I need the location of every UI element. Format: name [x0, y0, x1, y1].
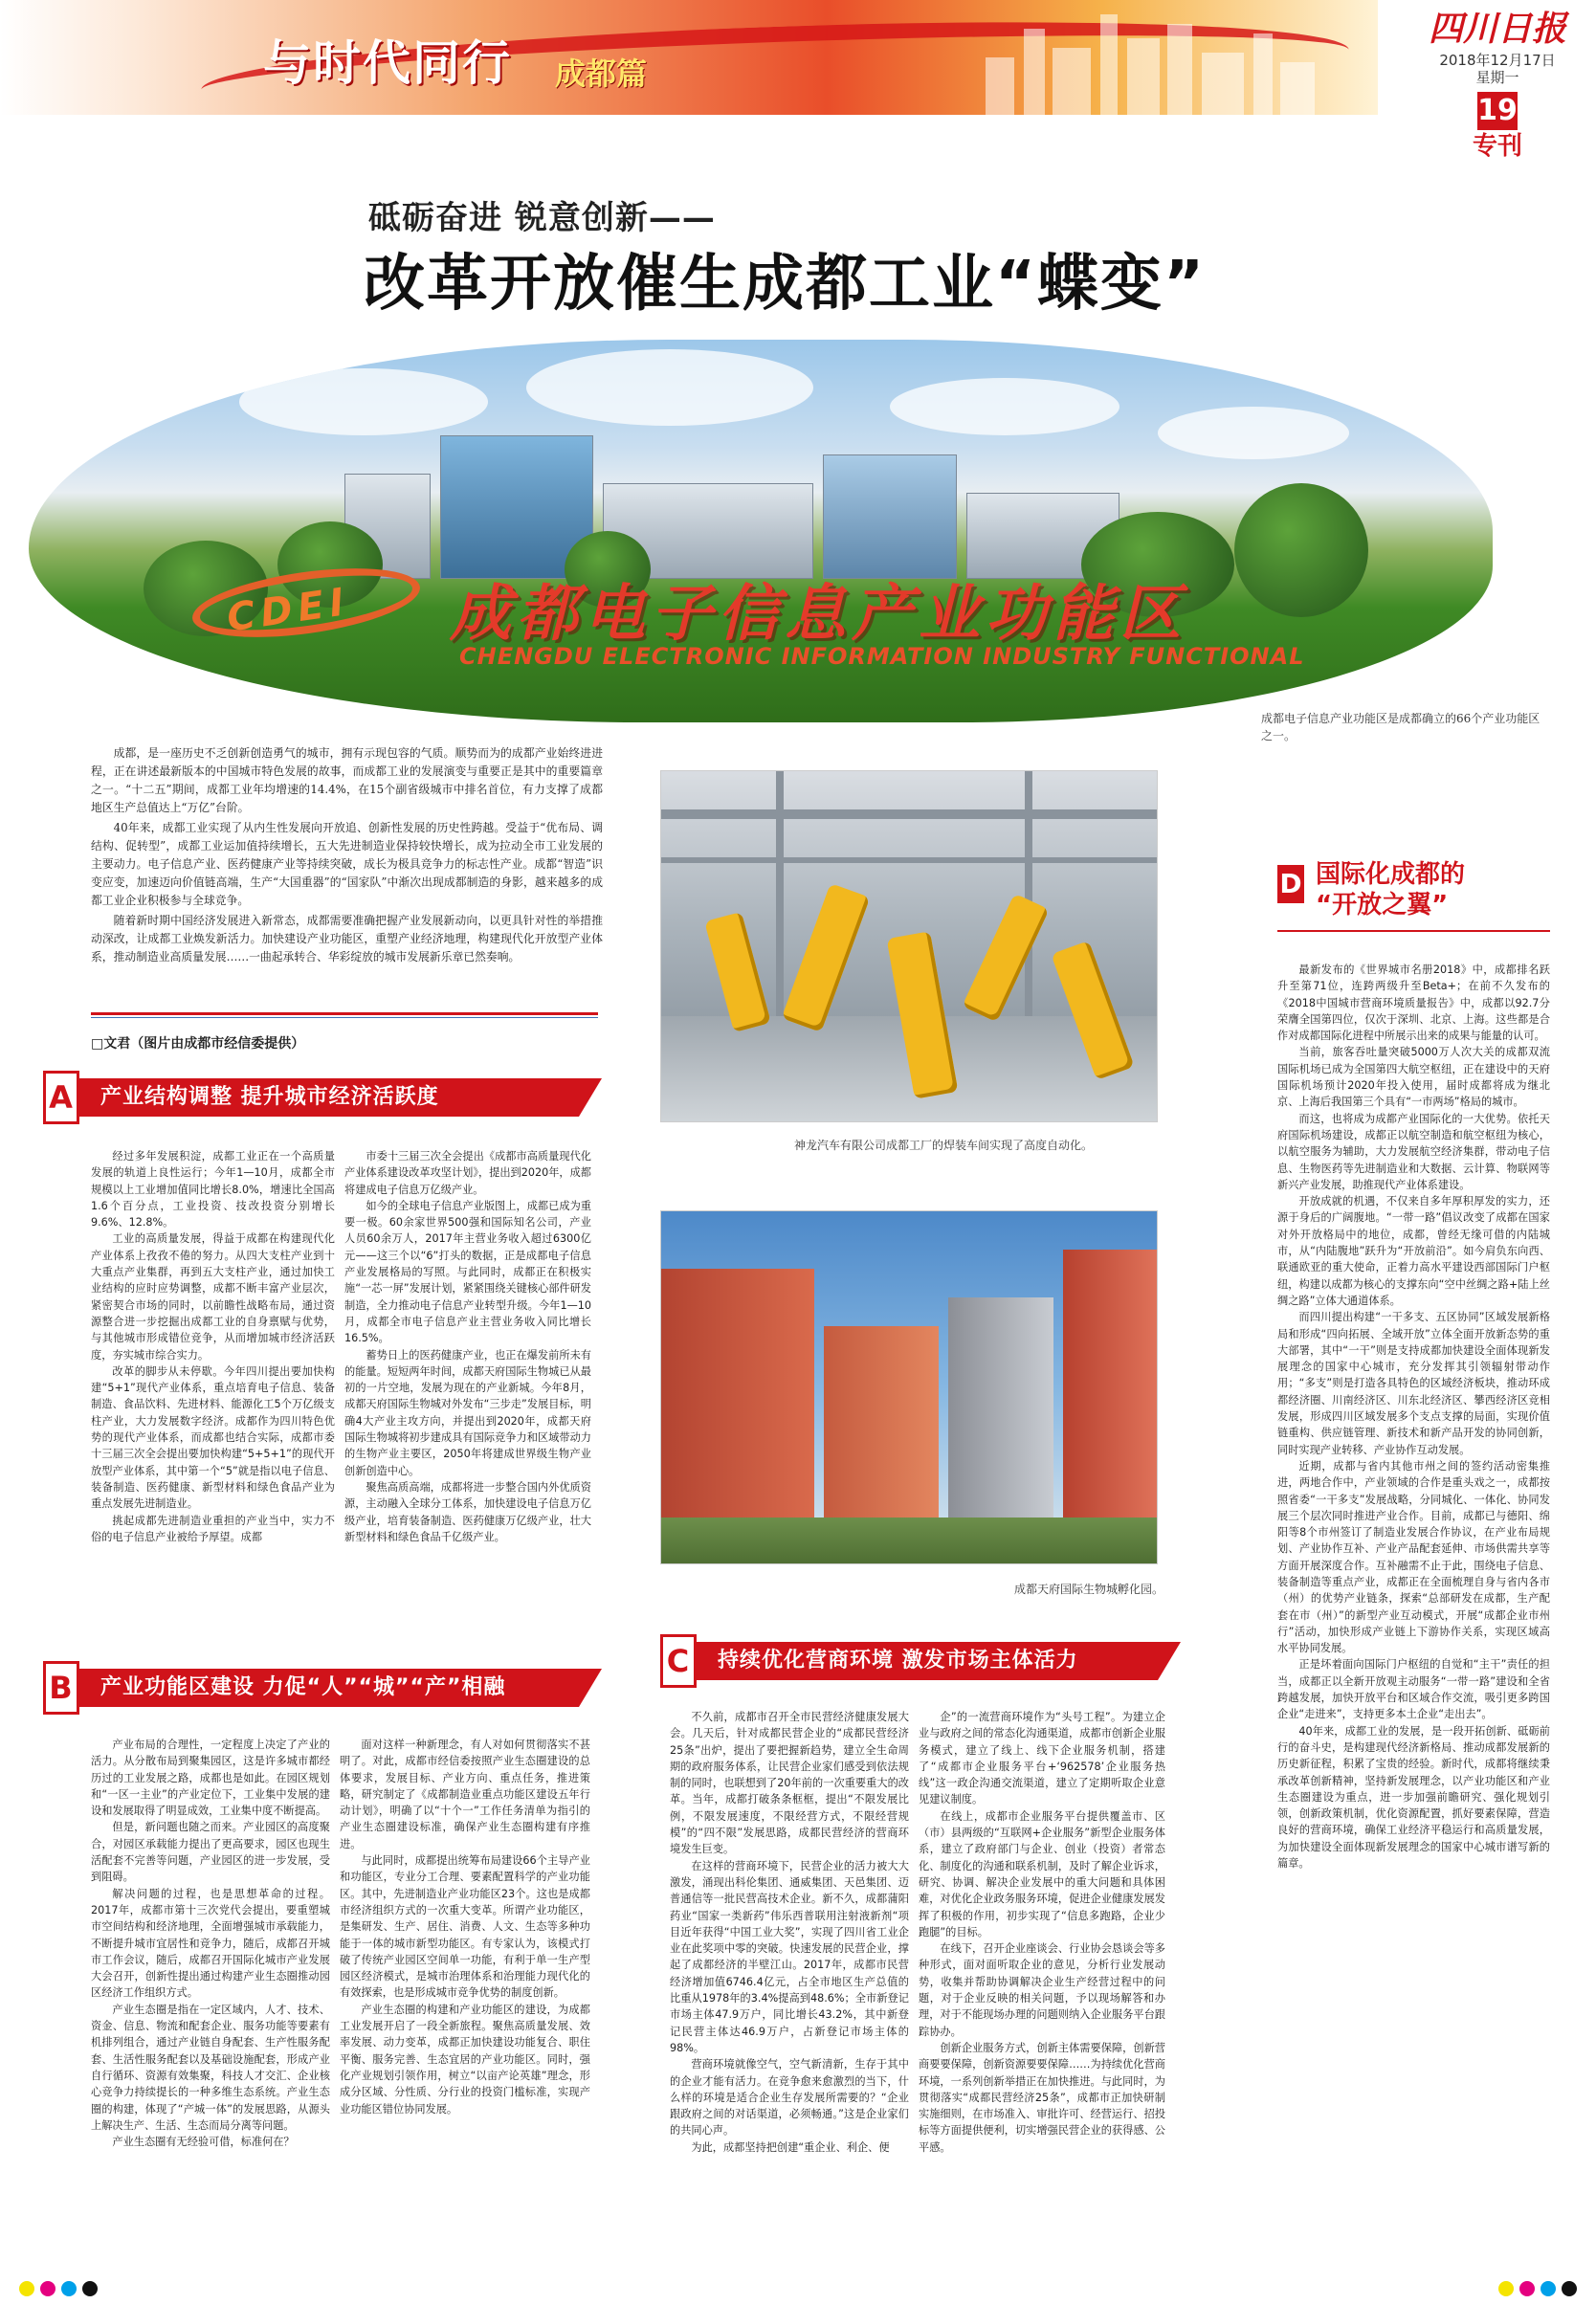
paragraph: 改革的脚步从未停歇。今年四川提出要加快构建“5+1”现代产业体系，重点培育电子信息、装备制造、食品饮料、先进材料、能源化工5个万亿级支柱产业，大力发展数字经济。成都作为四川特色优势的现代产业体系，而成都也结合实际，成都市委十三届三次全会提出要加快构建“5+5+1”的现代开放型产业体系，其中第一个“5”就是指以电子信息、装备制造、医药健康、新型材料和绿色食品产业为重点发展先进制造业。	[91, 1364, 335, 1511]
divider	[1277, 930, 1550, 932]
paragraph: 产业布局的合理性，一定程度上决定了产业的活力。从分散布局到聚集园区，这是许多城市都经历过的工业发展之路，成都也是如此。在园区规划和“一区一主业”的产业定位下，工业集中发展的建设和发展取得了明显成效，工业集中度不断提高。	[91, 1739, 330, 1818]
paragraph: 不久前，成都市召开全市民营经济健康发展大会。几天后，针对成都民营企业的“成都民营经济25条”出炉，提出了要把握新趋势，建立全生命周期的政府服务体系，让民营企业家们感受到依法规制的同时，也联想到了20年前的一次重要重大的改革。当年，成都打破条条框框，提出“不限发展比例，不限发展速度，不限经营方式，不限经营规模”的“四不限”发展思路，成都民营经济的营商环境发生巨变。	[670, 1711, 909, 1856]
hero-sign-text: 成都电子信息产业功能区	[450, 579, 1186, 650]
page-number: 19	[1477, 92, 1518, 130]
paragraph: 而这，也将成为成都产业国际化的一大优势。依托天府国际机场建设，成都正以航空制造和航空枢纽为核心，以航空服务为辅助，大力发展航空经济集群，带动电子信息、生物医药等先进制造业和大数据、云计算、物联网等新兴产业发展，助推现代产业体系建设。	[1277, 1112, 1550, 1191]
paragraph: 为此，成都坚持把创建“重企业、利企、便	[691, 2140, 890, 2154]
paragraph: 与此同时，成都提出统筹布局建设66个主导产业和功能区，专业分工合理、要素配置科学的产业功能区。其中，先进制造业产业功能区23个。这也是成都市经济组织方式的一次重大变革。所谓产业功能区，是集研发、生产、居住、消费、人文、生态等多种功能于一体的城市新型功能区。有专家认为，该模式打破了传统产业园区空间单一功能，有利于单一生产型园区经济模式，是城市治理体系和治理能力现代化的有效探索，也是形成城市竞争优势的制度创新。	[340, 1854, 590, 2000]
issue-date: 2018年12月17日	[1439, 52, 1556, 69]
newspaper-logo: 四川日报	[1428, 9, 1566, 49]
headline-kicker: 砥砺奋进 锐意创新——	[368, 199, 716, 237]
print-registration-marks	[19, 2281, 98, 2296]
paragraph: 产业生态圈的构建和产业功能区的建设，为成都工业发展开启了一段全新旅程。聚焦高质量发展、效率发展、动力变革，成都正加快建设功能复合、职住平衡、服务完善、生态宜居的产业功能区。同时，强化产业规划引领作用，树立“以亩产论英雄”理念，形成分区域、分性质、分行业的投资门槛标准，实现产业功能区错位协同发展。	[340, 2003, 590, 2116]
paragraph: 40年来，成都工业的发展，是一段开拓创新、砥砺前行的奋斗史，是构建现代经济新格局、推动成都发展新的历史新征程，积累了宝贵的经验。新时代，成都将继续秉承改革创新精神，坚持新发展理念，以产业功能区和产业生态圈建设为重点，进一步加强前瞻研究、强化规划引领，创新政策机制，优化资源配置，抓好要素保障，营造良好的营商环境，确保工业经济平稳运行和高质量发展，为加快建设全面体现新发展理念的国家中心城市谱写新的篇章。	[1277, 1724, 1550, 1871]
paragraph: 工业的高质量发展，得益于成都在构建现代化产业体系上孜孜不倦的努力。从四大支柱产业到十大重点产业集群，再到五大支柱产业，通过加快工业结构的应时应势调整，成都不断丰富产业层次，紧密契合市场的同时，以前瞻性战略布局，通过资源整合进一步挖掘出成都工业的自身禀赋与优势，与其他城市形成错位竞争，从而增加城市经济活跃度，夯实城市综合实力。	[91, 1232, 335, 1362]
hero-sign-english: CHENGDU ELECTRONIC INFORMATION INDUSTRY FUNCTIONAL	[459, 643, 1305, 670]
section-title-line: 国际化成都的	[1316, 860, 1466, 889]
print-registration-marks	[1498, 2281, 1577, 2296]
section-b-column-1	[91, 1737, 330, 2272]
byline: □文君（图片由成都市经信委提供）	[91, 1036, 305, 1052]
intro-text	[91, 744, 603, 968]
paragraph: 在这样的营商环境下，民营企业的活力被大大激发，涌现出科伦集团、通威集团、天邑集团、迈普通信等一批民营高技术企业。新不久，成都蒲阳药业“国家一类新药”伟乐西普联用注射液新剂“项目近年获得“中国工业大奖”，实现了四川省工业企业在此奖项中零的突破。快速发展的民营企业，撑起了成都经济的半壁江山。2017年，成都市民营经济增加值6746.4亿元，占全市地区生产总值的比重从1978年的3.4%提高到48.6%；全市新登记市场主体47.9万户，同比增长43.2%，其中新登记民营主体达46.9万户，占新登记市场主体的98%。	[670, 1859, 909, 2054]
section-c-column-2	[919, 1709, 1165, 2273]
intro-paragraph: 随着新时期中国经济发展进入新常态，成都需要准确把握产业发展新动向，以更具针对性的举措推动深改，让成都工业焕发新活力。加快建设产业功能区，重塑产业经济地理，构建现代化开放型产业体系，推动制造业高质量发展……一曲起承转合、华彩绽放的城市发展新乐章已然奏响。	[91, 914, 603, 964]
paragraph: 而四川提出构建“一干多支、五区协同”区域发展新格局和形成“四向拓展、全域开放”立体全面开放新态势的重大部署，其中“一干”则是支持成都加快建设全面体现新发展理念的国家中心城市，充分发挥其引领辐射带动作用；“多支”则是打造各具特色的区域经济板块，推动环成都经济圈、川南经济区、川东北经济区、攀西经济区竞相发展，形成四川区域发展多个支点支撑的局面，实现价值链重构、供应链管理、新技术和新产品开发的协同创新，同时实现产业转移、产业协作互动发展。	[1277, 1311, 1550, 1456]
paragraph: 营商环境就像空气，空气新清新，生存于其中的企业才能有活力。在竞争愈来愈激烈的当下，什么样的环境是适合企业生存发展所需要的？“企业跟政府之间的对话渠道，必须畅通。”这是企业家们的共同心声。	[670, 2058, 909, 2138]
series-subtitle: 成都篇	[555, 55, 648, 92]
paragraph: 近期，成都与省内其他市州之间的签约活动密集推进，两地合作中，产业领域的合作是重头戏之一，成都按照省委“一干多支”发展战略，分同城化、一体化、协同发展三个层次同时推进产业合作。目前，成都已与德阳、绵阳等8个市州签订了制造业发展合作协议，在产业布局规划、产业协作互补、产业产品配套延伸、市场供需共享等方面开展深度合作。互补融需不止于此，围绕电子信息、装备制造等重点产业，成都正在全面梳理自身与省内各市（州）的优势产业链条，探索“总部研发在成都，生产配套在市（州）”的新型产业互动模式，开展“成都企业市州行”活动，加快形成产业链上下游协作关系，实现区域高水平协同发展。	[1277, 1459, 1550, 1655]
paragraph: 市委十三届三次全会提出《成都市高质量现代化产业体系建设改革攻坚计划》，提出到2020年，成都将建成电子信息万亿级产业。	[344, 1150, 591, 1196]
section-a-header	[43, 1078, 579, 1117]
series-title: 与时代同行	[263, 35, 512, 91]
paragraph: 正是坏着面向国际门户枢纽的自觉和“主干”责任的担当，成都正以全新开放观主动服务“一带一路”建设和全省跨越发展，加快开放平台和区域合作交流，吸引更多跨国企业“走进来”，支持更多本土企业“走出去”。	[1277, 1658, 1550, 1721]
paragraph: 企”的一流营商环境作为“头号工程”。为建立企业与政府之间的常态化沟通渠道，成都市创新企业服务模式，建立了线上、线下企业服务机制，搭建了“成都市企业服务平台+‘962578’企业服务热线”这一政企沟通交流渠道，建立了定期听取企业意见建议制度。	[919, 1711, 1165, 1806]
paragraph: 如今的全球电子信息产业版图上，成都已成为重要一极。60余家世界500强和国际知名公司，产业人员60余万人，2017年主营业务收入超过6300亿元——这三个以“6”打头的数据，正是成都电子信息产业发展格局的写照。与此同时，成都正在积极实施“一芯一屏”发展计划，紧紧围绕关键核心部件研发制造，全力推动电子信息产业转型升级。今年1—10月，成都全市电子信息产业主营业务收入同比增长16.5%。	[344, 1199, 591, 1345]
intro-paragraph: 40年来，成都工业实现了从内生性发展向开放追、创新性发展的历史性跨越。受益于“优布局、调结构、促转型”，成都工业运加值持续增长，五大先进制造业保持较快增长，成为拉动全市工业发展的主要动力。电子信息产业、医药健康产业等持续突破，成长为极具竞争力的标志性产业。成都“智造”识变应变，加速迈向价值链高端，生产“大国重器”的“国家队”中渐次出现成都制造的身影，越来越多的成都工业企业积极参与全球竞争。	[91, 821, 603, 907]
hero-caption: 成都电子信息产业功能区是成都确立的66个产业功能区之一。	[1261, 712, 1541, 742]
section-title-line: “开放之翼”	[1316, 891, 1449, 919]
cdei-logo: CDEI	[188, 557, 425, 650]
paragraph: 经过多年发展积淀，成都工业正在一个高质量发展的轨道上良性运行；今年1—10月，成都全市规模以上工业增加值同比增长8.0%，增速比全国高1.6个百分点，工业投资、技改投资分别增长9.6%、12.8%。	[91, 1150, 335, 1230]
paragraph: 在线下，召开企业座谈会、行业协会恳谈会等多种形式，面对面听取企业的意见，分析行业发展动势，收集并帮助协调解决企业生产经营过程中的问题，对于企业反映的相关问题，予以现场解答和办理，对于不能现场办理的问题则纳入企业服务平台跟踪协办。	[919, 1942, 1165, 2038]
divider	[91, 1012, 598, 1015]
section-letter: A	[43, 1071, 79, 1124]
section-b-column-2	[340, 1737, 590, 2272]
intro-paragraph: 成都，是一座历史不乏创新创造勇气的城市，拥有示现包容的气质。顺势而为的成都产业始终进进程，正在讲述最新版本的中国城市特色发展的故事，而成都工业的发展演变与重要正是其中的重要篇章之一。“十二五”期间，成都工业年均增速的14.4%，在15个副省级城市中排名首位，有力支撑了成都地区生产总值达上“万亿”台阶。	[91, 746, 603, 814]
section-letter: D	[1277, 865, 1304, 903]
section-a-column-2	[344, 1148, 591, 1636]
skyline-graphic	[976, 10, 1320, 115]
section-title: 产业功能区建设 力促“人”“城”“产”相融	[100, 1675, 506, 1699]
paragraph: 最新发布的《世界城市名册2018》中，成都排名跃升至第71位，连跨两级升至Beta+；在前不久发布的《2018中国城市营商环境质量报告》中，成都以92.7分荣膺全国第四位，仅次于深圳、北京、上海。这些都是合作对成都国际化进程中所展示出来的成果与能量的认可。	[1277, 964, 1550, 1043]
paragraph: 挑起成都先进制造业重担的产业当中，实力不俗的电子信息产业被给予厚望。成都	[91, 1514, 335, 1543]
paragraph: 产业生态圈是指在一定区域内，人才、技术、资金、信息、物流和配套企业、服务功能等要素有机排列组合，通过产业链自身配套、生产性服务配套、生活性服务配套以及基础设施配套，形成产业自行循环、资源有效集聚，科技人才交汇、企业核心竞争力持续提长的一种多维生态系统。产业生态圈的构建，体现了“产城一体”的发展思路，从源头上解决生产、生活、生态而局分离等问题。	[91, 2003, 330, 2132]
section-letter: B	[43, 1661, 79, 1715]
section-title: 持续优化营商环境 激发市场主体活力	[718, 1649, 1078, 1673]
biotown-photo	[660, 1210, 1158, 1564]
section-c-column-1	[670, 1709, 909, 2273]
factory-photo	[660, 770, 1158, 1122]
photo-caption: 成都天府国际生物城孵化园。	[1014, 1583, 1164, 1596]
paragraph: 面对这样一种新理念，有人对如何贯彻落实不甚明了。对此，成都市经信委按照产业生态圈建设的总体要求，发展目标、产业方向、重点任务，推进策略，研究制定了《成都制造业重点功能区建设五年行动计划》，明确了以“十个一”工作任务清单为指引的产业生态圈建设标准，确保产业生态圈构建有序推进。	[340, 1739, 590, 1850]
paragraph: 但是，新问题也随之而来。产业园区的高度聚合，对园区承载能力提出了更高要求，园区也现生活配套不完善等问题，产业园区的进一步发展，受到阻碍。	[91, 1821, 330, 1884]
divider	[91, 1017, 598, 1018]
paragraph: 解决问题的过程，也是思想革命的过程。2017年，成都市第十三次党代会提出，要重塑城市空间结构和经济地理，全面增强城市承载能力，不断提升城市宜居性和竞争力，随后，成都召开城市工作会议，随后，成都召开国际化城市产业发展大会召开，创新性提出通过构建产业生态圈推动园区经济工作组织方式。	[91, 1887, 330, 2000]
paragraph: 产业生态圈有无经验可借，标准何在？	[112, 2136, 295, 2149]
section-title	[1316, 859, 1465, 920]
section-letter: C	[660, 1634, 697, 1688]
paragraph: 创新企业服务方式，创新主体需要保障，创新营商要要保障，创新资源要要保障……为持续优化营商环境，一系列创新举措正在加快推进。与此同时，为贯彻落实“成都民营经济25条”，成都市正加快研制实施细则，在市场准入、审批许可、经营运行、招投标等方面提供便利，切实增强民营企业的获得感、公平感。	[919, 2041, 1165, 2154]
section-c-header	[660, 1642, 1158, 1680]
section-title: 产业结构调整 提升城市经济活跃度	[100, 1085, 439, 1109]
page-title: 改革开放催生成都工业“蝶变”	[364, 249, 1207, 320]
section-d-column	[1277, 962, 1550, 2272]
paragraph: 在线上，成都市企业服务平台提供覆盖市、区（市）县两级的“互联网+企业服务”新型企业服务体系，建立了政府部门与企业、创业（投资）者常态化、制度化的沟通和联系机制，及时了解企业诉求，研究、协调、解决企业发展中的重大问题和具体困难，对优化企业政务服务环境，促进企业健康发展发挥了积极的作用，初步实现了“信息多跑路，企业少跑腿”的目标。	[919, 1809, 1165, 1938]
paragraph: 聚焦高质高端，成都将进一步整合国内外优质资源，主动融入全球分工体系，加快建设电子信息万亿级产业，培育装备制造、医药健康万亿级产业，壮大新型材料和绿色食品千亿级产业。	[344, 1480, 591, 1543]
section-a-column-1	[91, 1148, 335, 1636]
photo-caption: 神龙汽车有限公司成都工厂的焊装车间实现了高度自动化。	[794, 1139, 1094, 1152]
masthead-banner	[0, 0, 1378, 115]
issue-weekday: 星期一	[1475, 69, 1519, 86]
section-b-header	[43, 1669, 579, 1707]
paragraph: 蓄势日上的医药健康产业，也正在爆发前所未有的能量。短短两年时间，成都天府国际生物城已从最初的一片空地，发展为现在的产业新城。今年8月，成都天府国际生物城对外发布“三步走”发展目标，明确4大产业主攻方向，并提出到2020年，成都天府国际生物城将初步建成具有国际竞争力和区域带动力的生物产业主要区，2050年将建成世界级生物产业创新创造中心。	[344, 1348, 591, 1477]
paragraph: 开放成就的机遇，不仅来自多年厚积厚发的实力，还源于身后的广阔腹地。“一带一路”倡议改变了成都在国家对外开放格局中的地位，成都，曾经无缘可借的内陆城市，从“内陆腹地”跃升为“开放前沿”。如今肩负东向西、联通欧亚的重大使命，正着力高水平建设西部国际门户枢纽，构建以成都为核心的支撑东向“空中丝绸之路+陆上丝绸之路”立体大通道体系。	[1277, 1195, 1550, 1307]
section-name: 专刊	[1472, 132, 1522, 161]
paper-info	[1426, 6, 1569, 163]
paragraph: 当前，旅客吞吐量突破5000万人次大关的成都双流国际机场已成为全国第四大航空枢纽，正在建设中的天府国际机场预计2020年投入使用，届时成都将成为继北京、上海后我国第三个具有“一市两场”格局的城市。	[1277, 1046, 1550, 1109]
